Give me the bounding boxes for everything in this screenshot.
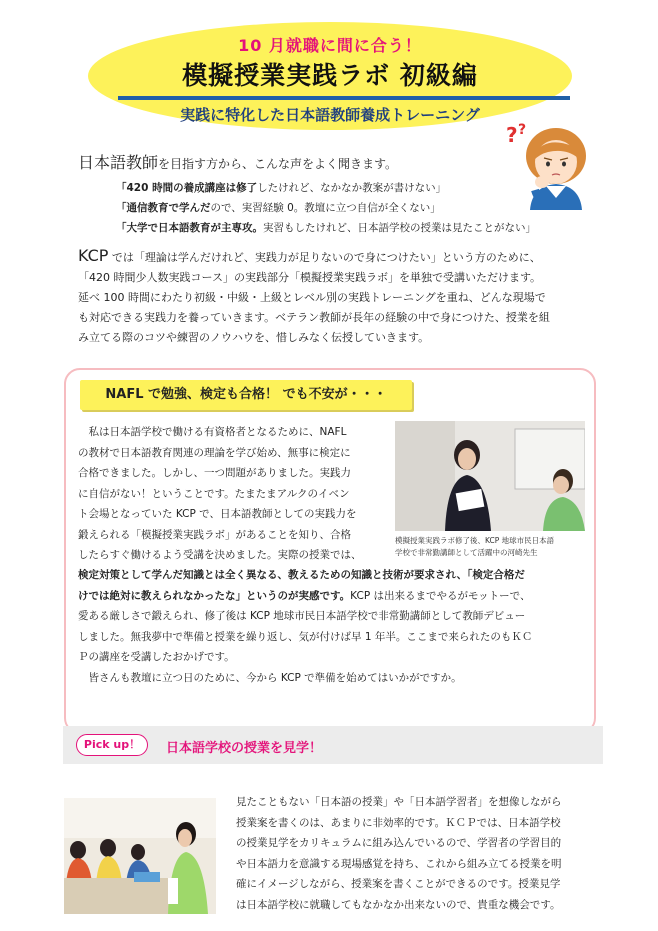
kicker: 10 月就職に間に合う！ bbox=[238, 36, 422, 55]
caption-line: 学校で非常勤講師として活躍中の河崎先生 bbox=[395, 548, 538, 557]
pickup-paragraph bbox=[236, 792, 600, 915]
pickup-line: は日本語学校に就職してもなかなか出来ないので、貴重な機会です。 bbox=[236, 898, 561, 911]
testimonial-heading-box bbox=[80, 380, 412, 410]
quote-item bbox=[116, 218, 536, 238]
pickup-badge: Pick up！ bbox=[76, 734, 148, 756]
testimonial-line: 皆さんも教壇に立つ日のために、今から KCP で準備を始めてはいかがですか。 bbox=[78, 671, 462, 684]
testimonial-line: ト会場となっていた KCP で、日本語教師としての実践力を bbox=[78, 508, 357, 520]
kcp-paragraph bbox=[78, 246, 598, 348]
testimonial-line: 合格できました。しかし、一つ問題がありました。実践力 bbox=[78, 467, 351, 479]
testimonial-line: したらすぐ働けるよう受講を決めました。実際の授業では、 bbox=[78, 549, 362, 561]
kcp-line: み立てる際のコツや練習のノウハウを、惜しみなく伝授していきます。 bbox=[78, 331, 430, 344]
quote-rest: ので、実習経験 0。教壇に立つ自信が全くない」 bbox=[210, 202, 441, 214]
testimonial-line: Ｐの講座を受講したおかげです。 bbox=[78, 651, 235, 663]
intro-lead bbox=[78, 150, 397, 173]
testimonial-line: に自信がない！ということです。たまたまアルクのイベン bbox=[78, 487, 350, 500]
quote-bold: 「大学で日本語教育が主専攻。 bbox=[116, 222, 263, 234]
testimonial-line bbox=[78, 586, 588, 607]
quote-bold: 「420 時間の養成講座は修了 bbox=[116, 182, 258, 194]
testimonial-bold: けでは絶対に教えられなかったな」というのが実感です。 bbox=[78, 589, 351, 602]
pickup-line: 見たこともない「日本語の授業」や「日本語学習者」を想像しながら bbox=[236, 796, 562, 808]
testimonial-line: の教材で日本語教育関連の理論を学び始め、無事に検定に bbox=[78, 446, 351, 459]
caption-line: 模擬授業実践ラボ修了後、KCP 地球市民日本語 bbox=[395, 536, 555, 545]
svg-text:?: ? bbox=[518, 122, 527, 138]
testimonial-bold: 検定対策として学んだ知識とは全く異なる、教えるための知識と技術が要求され、「検定合格だ bbox=[78, 569, 525, 581]
testimonial-rest: KCP は出来るまでやるがモットーで、 bbox=[350, 589, 531, 602]
testimonial-line: 愛ある厳しさで鍛えられ、修了後は KCP 地球市民日本語学校で非常勤講師として教師デビュー bbox=[78, 610, 526, 622]
kcp-line-text: では「理論は学んだけれど、実践力が足りないので身につけたい」という方のために、 bbox=[108, 251, 541, 264]
intro-lead-big: 日本語教師 bbox=[78, 153, 159, 172]
testimonial-lower-text bbox=[78, 565, 588, 688]
classroom-photo bbox=[64, 798, 216, 914]
quote-item bbox=[116, 178, 536, 198]
testimonial-line: 鍛えられる「模擬授業実践ラボ」があることを知り、合格 bbox=[78, 528, 351, 541]
photo-caption bbox=[395, 535, 587, 559]
testimonial-line: 私は日本語学校で働ける有資格者となるために、NAFL bbox=[78, 426, 347, 438]
testimonial-line: しました。無我夢中で準備と授業を繰り返し、気が付けば早 1 年半。ここまで来られたのもＫＣ bbox=[78, 630, 533, 643]
testimonial-line bbox=[78, 565, 588, 586]
pickup-line: の授業見学をカリキュラムに組み込んでいるので、学習者の学習目的 bbox=[236, 837, 562, 849]
quote-bold: 「通信教育で学んだ bbox=[116, 202, 211, 214]
quote-rest: 実習もしたけれど、日本語学校の授業は見たことがない」 bbox=[263, 222, 536, 234]
kcp-lead-big: KCP bbox=[78, 246, 109, 265]
quote-rest: したけれど、なかなか教案が書けない」 bbox=[257, 182, 447, 194]
kcp-line bbox=[78, 246, 598, 268]
quote-list bbox=[116, 178, 536, 238]
svg-text:?: ? bbox=[506, 123, 518, 147]
pickup-line: 授業案を書くのは、あまりに非効率的です。ＫＣＰでは、日本語学校 bbox=[236, 816, 561, 829]
teacher-photo bbox=[395, 421, 585, 531]
header-rule bbox=[118, 96, 570, 100]
pickup-line: 確にイメージしながら、授業案を書くことができるのです。授業見学 bbox=[236, 878, 561, 890]
page-subtitle: 実践に特化した日本語教師養成トレーニング bbox=[180, 106, 480, 124]
kcp-line: も対応できる実践力を養っていきます。ベテラン教師が長年の経験の中で身につけた、授業を組 bbox=[78, 311, 550, 324]
testimonial-heading: NAFL で勉強、検定も合格！ でも不安が・・・ bbox=[105, 387, 387, 402]
kcp-line: 延べ 100 時間にわたり初級・中級・上級とレベル別の実践トレーニングを重ね、どんな現場で bbox=[78, 291, 546, 304]
page-title: 模擬授業実践ラボ 初級編 bbox=[182, 61, 478, 90]
testimonial-upper-text bbox=[78, 422, 384, 566]
quote-item bbox=[116, 198, 536, 218]
pickup-line: や日本語力を意識する現場感覚を持ち、これから組み立てる授業を明 bbox=[236, 857, 562, 870]
intro-lead-rest: を目指す方から、こんな声をよく聞きます。 bbox=[158, 157, 398, 171]
pickup-title: 日本語学校の授業を見学！ bbox=[166, 741, 323, 756]
kcp-line: 「420 時間少人数実践コース」の実践部分「模擬授業実践ラボ」を単独で受講いただけます。 bbox=[78, 271, 542, 284]
